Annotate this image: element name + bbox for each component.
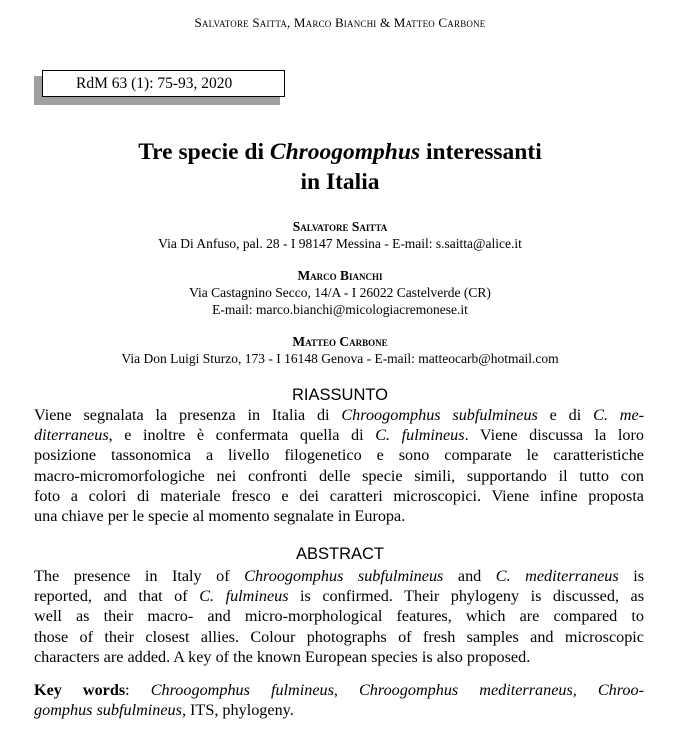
text-line xyxy=(34,566,644,586)
author-email: E-mail: marco.bianchi@micologiacremonese.it xyxy=(212,302,468,317)
text-run: : xyxy=(125,681,151,699)
text-run: is confirmed. Their phylogeny is discussed, as xyxy=(288,587,645,606)
riassunto-heading: RIASSUNTO xyxy=(292,386,388,404)
text-line xyxy=(34,606,644,626)
text-line xyxy=(34,680,644,700)
author-block-3 xyxy=(0,333,680,367)
text-run: The presence in Italy of xyxy=(34,567,245,585)
article-title xyxy=(0,137,680,197)
title-genus: Chroogomphus xyxy=(269,139,421,165)
text-line xyxy=(34,647,644,667)
text-run: posizione tassonomica a livello filogenetico e sono comparate le caratteristiche xyxy=(34,446,644,465)
text-run: characters are added. A key of the known European species is also proposed. xyxy=(34,647,531,666)
italic-run: Chroogomphus mediterraneus, Chroo- xyxy=(359,681,645,699)
text-run: macro-micromorfologiche nei confronti delle specie simili, supportando il tutto con xyxy=(34,466,644,485)
abstract-text xyxy=(34,566,644,667)
keywords xyxy=(34,680,644,720)
author-address: Via Di Anfuso, pal. 28 - I 98147 Messina - E-mail: s.saitta@alice.it xyxy=(158,236,522,251)
text-run: una chiave per le specie al momento segnalate in Europa. xyxy=(34,507,406,526)
text-run: reported, and that of xyxy=(34,587,200,606)
text-line xyxy=(34,506,644,526)
text-run: Viene segnalata la presenza in Italia di xyxy=(34,406,342,424)
text-run: well as their macro- and micro-morphological features, which are compared to xyxy=(34,607,644,626)
italic-run: C. fulmineus xyxy=(375,426,465,445)
text-line xyxy=(34,486,644,506)
italic-run: C. fulmineus xyxy=(199,587,289,606)
italic-run: C. me- xyxy=(593,406,645,424)
citation-text: RdM 63 (1): 75-93, 2020 xyxy=(42,70,285,97)
text-run: , e inoltre è confermata quella di xyxy=(108,426,376,445)
text-line xyxy=(34,425,644,445)
text-run: , xyxy=(333,681,359,699)
riassunto-text xyxy=(34,405,644,526)
text-run: foto a colori di materiale fresco e dei caratteri microscopici. Viene infine proposta xyxy=(34,486,644,505)
text-line xyxy=(34,700,644,720)
author-block-2 xyxy=(0,267,680,318)
text-line xyxy=(34,627,644,647)
text-run: is xyxy=(618,567,645,585)
title-line2: in Italia xyxy=(300,169,380,195)
author-name: Salvatore Saitta xyxy=(292,219,388,234)
abstract-heading: ABSTRACT xyxy=(295,545,384,563)
italic-run: Chroogomphus fulmineus xyxy=(150,681,334,699)
text-run: e di xyxy=(537,406,594,424)
text-run: . Viene discussa la loro xyxy=(464,426,644,445)
author-name: Marco Bianchi xyxy=(297,268,383,283)
italic-run: Chroogomphus subfulmineus xyxy=(341,406,538,424)
title-suffix: interessanti xyxy=(420,139,542,165)
italic-run: C. mediterraneus xyxy=(495,567,619,585)
text-run: those of their closest allies. Colour photographs of fresh samples and microscopic xyxy=(34,627,644,646)
author-name: Matteo Carbone xyxy=(292,334,388,349)
text-run: and xyxy=(443,567,496,585)
text-line xyxy=(34,445,644,465)
text-line xyxy=(34,405,644,425)
italic-run: diterraneus xyxy=(34,426,109,445)
author-address: Via Castagnino Secco, 14/A - I 26022 Castelverde (CR) xyxy=(189,285,491,300)
italic-run: Chroogomphus subfulmineus xyxy=(244,567,444,585)
title-prefix: Tre specie di xyxy=(138,139,270,165)
text-run: ITS, phylogeny. xyxy=(186,701,294,720)
author-block-1 xyxy=(0,218,680,252)
italic-run: gomphus subfulmineus, xyxy=(34,701,186,720)
running-header: Salvatore Saitta, Marco Bianchi & Matteo Carbone xyxy=(194,15,486,30)
bold-run: Key words xyxy=(34,681,126,699)
text-line xyxy=(34,466,644,486)
author-address: Via Don Luigi Sturzo, 173 - I 16148 Genova - E-mail: matteocarb@hotmail.com xyxy=(121,351,559,366)
text-line xyxy=(34,586,644,606)
